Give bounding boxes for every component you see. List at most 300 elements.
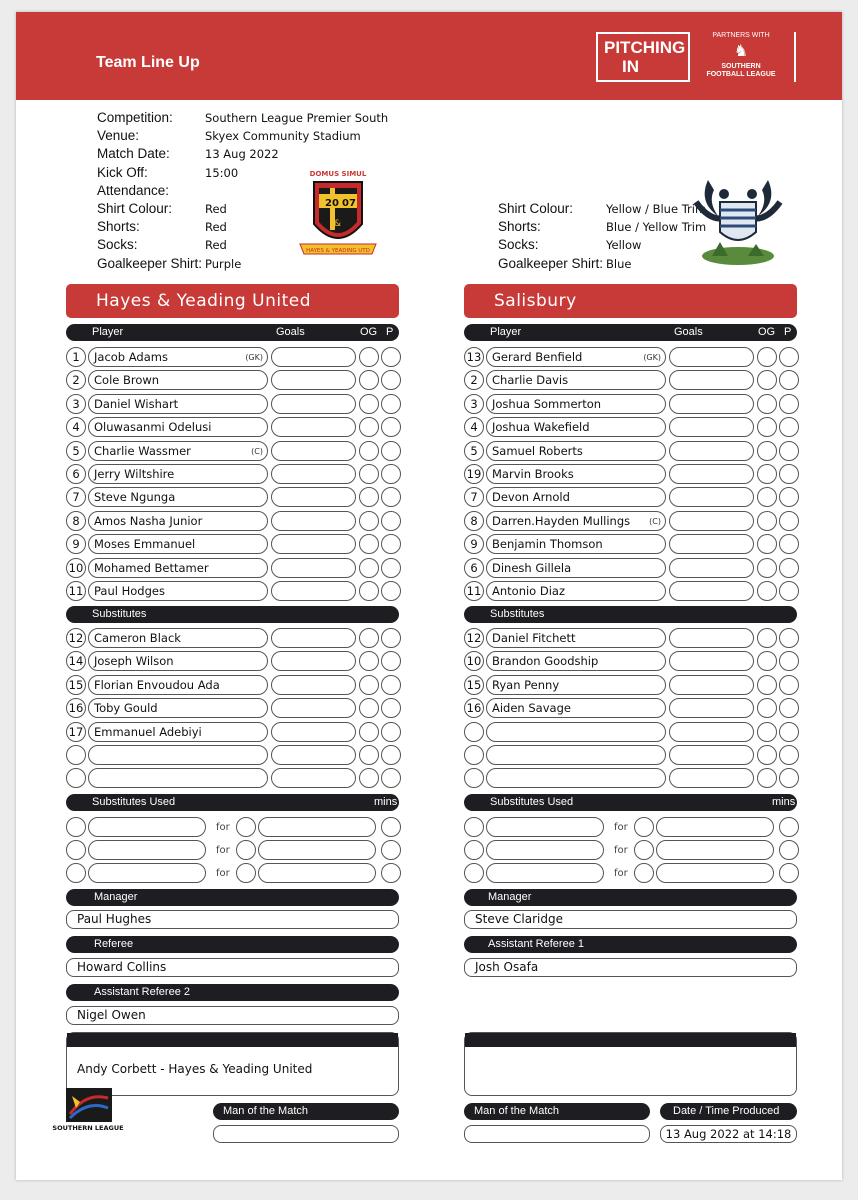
home-players-name: Paul Hodges — [94, 584, 165, 598]
away-players-goals-field[interactable] — [669, 534, 754, 554]
away-players-penalty-checkbox[interactable] — [779, 347, 799, 367]
home-players-number[interactable]: 8 — [66, 511, 86, 531]
page-title: Team Line Up — [96, 54, 200, 71]
away-players-number[interactable]: 7 — [464, 487, 484, 507]
away-gk-shirt-value: Blue — [606, 256, 632, 271]
southern-league-logo — [50, 1088, 124, 1132]
home-notes-header — [67, 1033, 398, 1047]
away-players-goals-field[interactable] — [669, 581, 754, 601]
divider — [794, 32, 796, 82]
home-sub-in-name[interactable] — [258, 863, 376, 883]
home-subs-penalty-checkbox[interactable] — [381, 628, 401, 648]
away-subs-name: Aiden Savage — [492, 701, 571, 716]
away-subs-name-field[interactable] — [486, 698, 666, 718]
away-subs-name: Daniel Fitchett — [492, 631, 576, 645]
away-players-name: Devon Arnold — [492, 490, 570, 505]
away-players-number[interactable]: 4 — [464, 417, 484, 437]
home-players-number[interactable]: 5 — [66, 441, 86, 461]
away-subs-penalty-checkbox[interactable] — [779, 675, 799, 695]
home-players-name: Moses Emmanuel — [94, 537, 196, 552]
svg-text:07: 07 — [342, 198, 356, 209]
mins-label: mins — [374, 796, 398, 808]
home-players-name-field[interactable] — [88, 394, 268, 414]
away-notes-box[interactable] — [464, 1032, 797, 1096]
away-manager-header: Manager — [464, 889, 797, 906]
home-sub-in-name[interactable] — [258, 817, 376, 837]
home-players-goals-field[interactable] — [271, 558, 356, 578]
home-subs-name: Emmanuel Adebiyi — [94, 724, 202, 739]
away-subs-og-checkbox[interactable] — [757, 745, 777, 765]
away-players-name-field[interactable] — [486, 558, 666, 578]
away-players-penalty-checkbox[interactable] — [779, 441, 799, 461]
home-manager-header: Manager — [66, 889, 399, 906]
away-subs-name-field[interactable] — [486, 745, 666, 765]
home-notes-text: Andy Corbett - Hayes & Yeading United — [77, 1062, 313, 1076]
away-subs-goals-field[interactable] — [669, 698, 754, 718]
home-sub-minute[interactable] — [381, 817, 401, 837]
away-notes-text — [465, 1047, 796, 1062]
og-column-header: OG — [758, 326, 776, 338]
home-players-name-field[interactable] — [88, 417, 268, 437]
home-players-penalty-checkbox[interactable] — [381, 441, 401, 461]
away-players-name: Samuel Roberts — [492, 443, 583, 458]
away-players-name: Joshua Sommerton — [492, 396, 602, 411]
away-sub-in-name[interactable] — [656, 863, 774, 883]
home-players-og-checkbox[interactable] — [359, 511, 379, 531]
away-sub-in-number[interactable] — [634, 840, 654, 860]
away-players-goals-field[interactable] — [669, 511, 754, 531]
away-sub-minute[interactable] — [779, 840, 799, 860]
away-subs-name-field[interactable] — [486, 628, 666, 648]
away-players-og-checkbox[interactable] — [757, 558, 777, 578]
away-subs-penalty-checkbox[interactable] — [779, 745, 799, 765]
home-motm-field[interactable] — [213, 1125, 399, 1143]
away-sub-out-number[interactable] — [464, 840, 484, 860]
away-players-number[interactable]: 3 — [464, 394, 484, 414]
home-players-penalty-checkbox[interactable] — [381, 558, 401, 578]
away-subs-name-field[interactable] — [486, 651, 666, 671]
home-sub-minute[interactable] — [381, 840, 401, 860]
away-team-name: Salisbury — [464, 284, 797, 318]
home-team-name: Hayes & Yeading United — [66, 284, 399, 318]
home-sub-minute[interactable] — [381, 863, 401, 883]
p-column-header: P — [784, 326, 792, 338]
home-players-name-field[interactable] — [88, 558, 268, 578]
home-subs-og-checkbox[interactable] — [359, 722, 379, 742]
home-players-name: Charlie Wassmer — [94, 443, 191, 458]
home-players-name-field[interactable] — [88, 487, 268, 507]
home-players-goals-field[interactable] — [271, 417, 356, 437]
home-socks-value: Red — [205, 238, 227, 253]
home-players-og-checkbox[interactable] — [359, 581, 379, 601]
salisbury-crest — [690, 172, 786, 268]
svg-text:HAYES & YEADING UTD: HAYES & YEADING UTD — [306, 248, 370, 254]
substitutes-used-label: Substitutes Used — [490, 796, 574, 808]
home-subs-goals-field[interactable] — [271, 651, 356, 671]
attendance-label: Attendance: — [97, 182, 170, 198]
home-subs-number[interactable]: 17 — [66, 722, 86, 742]
away-for-label: for — [614, 822, 628, 833]
home-players-og-checkbox[interactable] — [359, 558, 379, 578]
away-players-number[interactable]: 8 — [464, 511, 484, 531]
home-players-role-tag: (GK) — [245, 353, 263, 362]
away-motm-field[interactable] — [464, 1125, 650, 1143]
away-players-name: Charlie Davis — [492, 373, 569, 388]
home-players-goals-field[interactable] — [271, 394, 356, 414]
assistant-referee-2-field[interactable]: Nigel Owen — [66, 1006, 399, 1025]
home-players-number[interactable]: 7 — [66, 487, 86, 507]
referee-field[interactable]: Howard Collins — [66, 958, 399, 977]
away-players-og-checkbox[interactable] — [757, 441, 777, 461]
away-subs-goals-field[interactable] — [669, 722, 754, 742]
home-players-penalty-checkbox[interactable] — [381, 347, 401, 367]
away-for-label: for — [614, 845, 628, 856]
home-subs-name-field[interactable] — [88, 768, 268, 788]
svg-text:&: & — [334, 219, 342, 229]
home-subs-og-checkbox[interactable] — [359, 675, 379, 695]
away-subs-name-field[interactable] — [486, 722, 666, 742]
away-socks-label: Socks: — [498, 237, 539, 253]
away-subs-used-header — [464, 794, 797, 811]
home-players-name-field[interactable] — [88, 441, 268, 461]
away-players-og-checkbox[interactable] — [757, 464, 777, 484]
away-players-goals-field[interactable] — [669, 441, 754, 461]
home-players-goals-field[interactable] — [271, 347, 356, 367]
home-players-goals-field[interactable] — [271, 511, 356, 531]
venue-value: Skyex Community Stadium — [205, 129, 361, 144]
away-notes-header — [465, 1033, 796, 1047]
home-players-name: Daniel Wishart — [94, 396, 179, 411]
home-sub-in-number[interactable] — [236, 840, 256, 860]
away-players-number[interactable]: 19 — [464, 464, 484, 484]
home-players-penalty-checkbox[interactable] — [381, 464, 401, 484]
away-players-role-tag: (GK) — [643, 353, 661, 362]
away-sub-out-name[interactable] — [486, 817, 604, 837]
svg-text:SOUTHERN LEAGUE: SOUTHERN LEAGUE — [52, 1124, 124, 1132]
away-players-goals-field[interactable] — [669, 464, 754, 484]
home-subs-name-field[interactable] — [88, 628, 268, 648]
away-players-number[interactable]: 11 — [464, 581, 484, 601]
away-gk-shirt-label: Goalkeeper Shirt: — [498, 255, 604, 271]
home-subs-name-field[interactable] — [88, 675, 268, 695]
away-sub-minute[interactable] — [779, 817, 799, 837]
home-subs-name-field[interactable] — [88, 722, 268, 742]
home-subs-name: Florian Envoudou Ada — [94, 677, 220, 692]
home-sub-in-number[interactable] — [236, 817, 256, 837]
home-sub-out-number[interactable] — [66, 840, 86, 860]
home-players-name-field[interactable] — [88, 581, 268, 601]
home-players-goals-field[interactable] — [271, 464, 356, 484]
away-subs-number[interactable]: 16 — [464, 698, 484, 718]
substitutes-label: Substitutes — [92, 608, 147, 620]
home-players-goals-field[interactable] — [271, 581, 356, 601]
away-players-name-field[interactable] — [486, 417, 666, 437]
assistant-referee-1-header: Assistant Referee 1 — [464, 936, 797, 953]
away-motm-header: Man of the Match — [464, 1103, 650, 1120]
home-subs-goals-field[interactable] — [271, 698, 356, 718]
match-date-value: 13 Aug 2022 — [205, 147, 279, 162]
home-players-name: Cole Brown — [94, 373, 160, 388]
away-subs-goals-field[interactable] — [669, 745, 754, 765]
home-subs-number[interactable]: 16 — [66, 698, 86, 718]
p-column-header: P — [386, 326, 394, 338]
away-players-og-checkbox[interactable] — [757, 394, 777, 414]
home-subs-number[interactable]: 15 — [66, 675, 86, 695]
home-players-og-checkbox[interactable] — [359, 347, 379, 367]
home-subs-name: Toby Gould — [94, 701, 158, 716]
away-subs-name: Brandon Goodship — [492, 654, 599, 669]
away-players-name: Marvin Brooks — [492, 467, 574, 481]
away-players-goals-field[interactable] — [669, 558, 754, 578]
home-players-number[interactable]: 1 — [66, 347, 86, 367]
home-players-name-field[interactable] — [88, 534, 268, 554]
header-banner — [16, 12, 842, 100]
home-subs-name: Cameron Black — [94, 631, 181, 645]
away-subs-name-field[interactable] — [486, 675, 666, 695]
away-players-name: Gerard Benfield — [492, 350, 583, 364]
home-players-penalty-checkbox[interactable] — [381, 394, 401, 414]
referee-header: Referee — [66, 936, 399, 953]
home-sub-out-name[interactable] — [88, 863, 206, 883]
away-players-name-field[interactable] — [486, 581, 666, 601]
home-players-goals-field[interactable] — [271, 534, 356, 554]
away-subs-name: Ryan Penny — [492, 677, 560, 692]
away-subs-goals-field[interactable] — [669, 675, 754, 695]
away-players-name-field[interactable] — [486, 441, 666, 461]
competition-value: Southern League Premier South — [205, 111, 389, 125]
away-sub-out-name[interactable] — [486, 840, 604, 860]
away-shirt-label: Shirt Colour: — [498, 201, 574, 216]
away-subs-penalty-checkbox[interactable] — [779, 722, 799, 742]
home-players-name-field[interactable] — [88, 511, 268, 531]
away-sub-in-name[interactable] — [656, 817, 774, 837]
away-subs-og-checkbox[interactable] — [757, 675, 777, 695]
away-for-label: for — [614, 868, 628, 879]
away-players-penalty-checkbox[interactable] — [779, 558, 799, 578]
home-sub-out-number[interactable] — [66, 817, 86, 837]
home-subs-og-checkbox[interactable] — [359, 628, 379, 648]
away-subs-goals-field[interactable] — [669, 651, 754, 671]
home-sub-in-name[interactable] — [258, 840, 376, 860]
away-players-og-checkbox[interactable] — [757, 347, 777, 367]
home-gk-shirt-value: Purple — [205, 256, 242, 271]
home-players-number[interactable]: 10 — [66, 558, 86, 578]
away-socks-value: Yellow — [606, 238, 642, 253]
away-sub-in-number[interactable] — [634, 817, 654, 837]
away-sub-in-name[interactable] — [656, 840, 774, 860]
away-kit-labels — [498, 200, 603, 273]
away-players-goals-field[interactable] — [669, 394, 754, 414]
away-players-number[interactable]: 6 — [464, 558, 484, 578]
away-players-number[interactable]: 13 — [464, 347, 484, 367]
home-subs-name-field[interactable] — [88, 698, 268, 718]
home-subs-penalty-checkbox[interactable] — [381, 745, 401, 765]
home-shorts-label: Shorts: — [97, 219, 140, 235]
home-subs-number[interactable] — [66, 745, 86, 765]
lion-icon: ♞ — [733, 43, 749, 60]
away-subs-goals-field[interactable] — [669, 628, 754, 648]
away-subs-penalty-checkbox[interactable] — [779, 628, 799, 648]
away-subs-goals-field[interactable] — [669, 768, 754, 788]
home-substitutes-header — [66, 606, 399, 623]
away-players-name-field[interactable] — [486, 511, 666, 531]
away-players-name-field[interactable] — [486, 487, 666, 507]
away-subs-number[interactable] — [464, 745, 484, 765]
home-subs-name-field[interactable] — [88, 745, 268, 765]
away-players-penalty-checkbox[interactable] — [779, 581, 799, 601]
date-time-produced-value: 13 Aug 2022 at 14:18 — [660, 1125, 797, 1143]
home-subs-goals-field[interactable] — [271, 675, 356, 695]
home-sub-out-name[interactable] — [88, 840, 206, 860]
away-players-name-field[interactable] — [486, 464, 666, 484]
home-subs-goals-field[interactable] — [271, 745, 356, 765]
home-subs-number[interactable]: 14 — [66, 651, 86, 671]
home-players-name: Steve Ngunga — [94, 490, 176, 505]
pitching-in-logo: PITCHING IN — [596, 32, 690, 82]
substitutes-used-label: Substitutes Used — [92, 796, 176, 808]
home-players-name: Jacob Adams — [94, 350, 168, 364]
home-sub-in-number[interactable] — [236, 863, 256, 883]
away-subs-number[interactable]: 10 — [464, 651, 484, 671]
home-subs-goals-field[interactable] — [271, 722, 356, 742]
home-subs-penalty-checkbox[interactable] — [381, 722, 401, 742]
hayes-yeading-crest — [292, 164, 384, 260]
away-players-goals-field[interactable] — [669, 347, 754, 367]
away-players-goals-field[interactable] — [669, 487, 754, 507]
away-player-header — [464, 324, 797, 341]
home-subs-used-header — [66, 794, 399, 811]
home-players-og-checkbox[interactable] — [359, 441, 379, 461]
away-sub-out-number[interactable] — [464, 817, 484, 837]
away-players-penalty-checkbox[interactable] — [779, 511, 799, 531]
home-players-number[interactable]: 6 — [66, 464, 86, 484]
away-sub-out-number[interactable] — [464, 863, 484, 883]
home-shorts-value: Red — [205, 220, 227, 235]
away-subs-name-field[interactable] — [486, 768, 666, 788]
away-players-number[interactable]: 2 — [464, 370, 484, 390]
home-players-goals-field[interactable] — [271, 370, 356, 390]
home-socks-label: Socks: — [97, 237, 138, 253]
home-players-number[interactable]: 9 — [66, 534, 86, 554]
home-players-penalty-checkbox[interactable] — [381, 581, 401, 601]
home-players-goals-field[interactable] — [271, 441, 356, 461]
player-column-header: Player — [490, 326, 522, 338]
away-players-name-field[interactable] — [486, 534, 666, 554]
home-players-role-tag: (C) — [251, 446, 263, 456]
date-time-produced-header: Date / Time Produced — [660, 1103, 797, 1120]
home-players-og-checkbox[interactable] — [359, 394, 379, 414]
away-players-name: Joshua Wakefield — [492, 420, 590, 435]
away-players-name: Darren.Hayden Mullings — [492, 513, 631, 528]
home-players-number[interactable]: 2 — [66, 370, 86, 390]
kick-off-value: 15:00 — [205, 165, 239, 180]
home-players-og-checkbox[interactable] — [359, 464, 379, 484]
home-players-number[interactable]: 4 — [66, 417, 86, 437]
home-notes-box[interactable] — [66, 1032, 399, 1096]
home-shirt-label: Shirt Colour: — [97, 201, 173, 217]
away-shorts-label: Shorts: — [498, 219, 541, 235]
away-players-penalty-checkbox[interactable] — [779, 464, 799, 484]
away-players-penalty-checkbox[interactable] — [779, 394, 799, 414]
substitutes-label: Substitutes — [490, 608, 545, 620]
home-sub-out-number[interactable] — [66, 863, 86, 883]
assistant-referee-1-field[interactable]: Josh Osafa — [464, 958, 797, 977]
home-sub-out-name[interactable] — [88, 817, 206, 837]
home-subs-name: Joseph Wilson — [94, 654, 174, 669]
match-info-labels — [97, 109, 202, 273]
away-players-goals-field[interactable] — [669, 417, 754, 437]
home-players-name: Jerry Wiltshire — [94, 467, 175, 481]
away-subs-number[interactable] — [464, 722, 484, 742]
home-players-name: Oluwasanmi Odelusi — [94, 420, 212, 435]
away-players-name: Benjamin Thomson — [492, 537, 603, 552]
away-players-goals-field[interactable] — [669, 370, 754, 390]
home-subs-penalty-checkbox[interactable] — [381, 675, 401, 695]
home-subs-goals-field[interactable] — [271, 628, 356, 648]
goals-column-header: Goals — [674, 326, 703, 338]
home-players-name-field[interactable] — [88, 347, 268, 367]
away-subs-number[interactable]: 12 — [464, 628, 484, 648]
home-players-name: Mohamed Bettamer — [94, 560, 209, 575]
home-players-name: Amos Nasha Junior — [94, 513, 203, 528]
player-column-header: Player — [92, 326, 124, 338]
away-sub-minute[interactable] — [779, 863, 799, 883]
og-column-header: OG — [360, 326, 378, 338]
goals-column-header: Goals — [276, 326, 305, 338]
away-players-number[interactable]: 5 — [464, 441, 484, 461]
home-for-label: for — [216, 868, 230, 879]
match-date-label: Match Date: — [97, 146, 170, 162]
away-players-name: Antonio Diaz — [492, 584, 566, 598]
home-player-header — [66, 324, 399, 341]
away-manager-field[interactable]: Steve Claridge — [464, 910, 797, 929]
away-players-name-field[interactable] — [486, 370, 666, 390]
away-players-name-field[interactable] — [486, 394, 666, 414]
competition-label: Competition: — [97, 110, 173, 125]
assistant-referee-2-header: Assistant Referee 2 — [66, 984, 399, 1001]
home-manager-field[interactable]: Paul Hughes — [66, 910, 399, 929]
svg-text:DOMUS SIMUL: DOMUS SIMUL — [309, 170, 367, 178]
kick-off-label: Kick Off: — [97, 164, 148, 180]
away-sub-in-number[interactable] — [634, 863, 654, 883]
away-subs-og-checkbox[interactable] — [757, 628, 777, 648]
home-players-number[interactable]: 3 — [66, 394, 86, 414]
away-players-og-checkbox[interactable] — [757, 581, 777, 601]
away-subs-og-checkbox[interactable] — [757, 722, 777, 742]
away-shorts-value: Blue / Yellow Trim — [606, 220, 707, 235]
away-subs-number[interactable]: 15 — [464, 675, 484, 695]
away-sub-out-name[interactable] — [486, 863, 604, 883]
home-subs-goals-field[interactable] — [271, 768, 356, 788]
home-for-label: for — [216, 822, 230, 833]
away-players-number[interactable]: 9 — [464, 534, 484, 554]
venue-label: Venue: — [97, 128, 140, 144]
home-gk-shirt-label: Goalkeeper Shirt: — [97, 255, 203, 271]
home-subs-og-checkbox[interactable] — [359, 745, 379, 765]
home-players-number[interactable]: 11 — [66, 581, 86, 601]
away-players-og-checkbox[interactable] — [757, 511, 777, 531]
home-players-name-field[interactable] — [88, 370, 268, 390]
home-motm-header: Man of the Match — [213, 1103, 399, 1120]
home-players-goals-field[interactable] — [271, 487, 356, 507]
home-players-name-field[interactable] — [88, 464, 268, 484]
svg-text:20: 20 — [325, 198, 339, 209]
home-subs-number[interactable]: 12 — [66, 628, 86, 648]
away-substitutes-header — [464, 606, 797, 623]
home-players-penalty-checkbox[interactable] — [381, 511, 401, 531]
home-subs-name-field[interactable] — [88, 651, 268, 671]
away-players-name-field[interactable] — [486, 347, 666, 367]
